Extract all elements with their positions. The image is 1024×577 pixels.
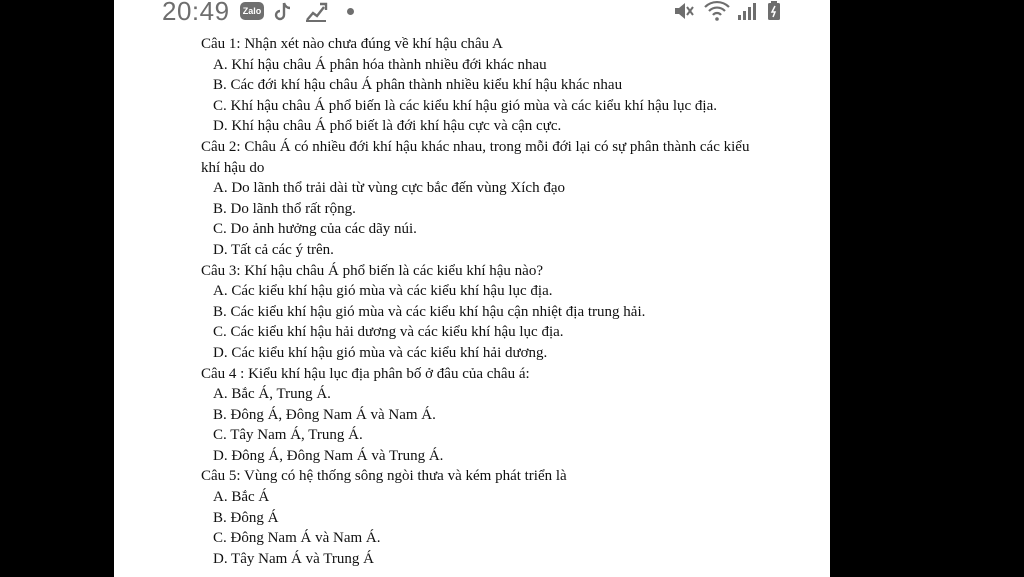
question-text: Câu 3: Khí hậu châu Á phổ biến là các kiểu khí hậu nào?: [201, 262, 543, 279]
question-text: Câu 1: Nhận xét nào chưa đúng về khí hậu châu A: [201, 36, 503, 52]
answer-option: C. Tây Nam Á, Trung Á.: [213, 427, 363, 444]
signal-icon: [736, 0, 758, 22]
question-block: [114, 137, 830, 261]
mute-icon: [672, 0, 696, 22]
question-text: Câu 5: Vùng có hệ thống sông ngòi thưa và kém phát triển là: [201, 468, 567, 485]
question-block: [114, 34, 830, 137]
answer-option: B. Đông Á, Đông Nam Á và Nam Á.: [213, 406, 436, 423]
answer-option: A. Các kiểu khí hậu gió mùa và các kiểu khí hậu lục địa.: [213, 283, 553, 300]
tiktok-icon: [273, 1, 293, 23]
answer-option: D. Tất cả các ý trên.: [213, 241, 334, 258]
answer-option: D. Khí hậu châu Á phổ biết là đới khí hậu cực và cận cực.: [213, 118, 562, 135]
answer-option: D. Các kiểu khí hậu gió mùa và các kiểu khí hải dương.: [213, 344, 548, 361]
message-plus-icon: [304, 1, 328, 23]
answer-option: B. Do lãnh thổ rất rộng.: [213, 200, 356, 217]
answer-option: A. Bắc Á, Trung Á.: [213, 386, 331, 403]
zalo-icon: Zalo: [240, 2, 264, 20]
status-clock: 20:49: [162, 0, 230, 26]
question-text: Câu 4 : Kiểu khí hậu lục địa phân bố ở đâu của châu á:: [201, 365, 530, 382]
quiz-content: [114, 34, 830, 569]
answer-option: C. Do ảnh hưởng của các dãy núi.: [213, 221, 417, 238]
status-bar: [114, 0, 830, 30]
question-block: [114, 466, 830, 569]
question-block: [114, 364, 830, 467]
dot-icon: [347, 8, 354, 15]
answer-option: B. Đông Á: [213, 509, 279, 526]
answer-option: C. Đông Nam Á và Nam Á.: [213, 530, 381, 547]
document-page: [114, 0, 830, 577]
answer-option: D. Đông Á, Đông Nam Á và Trung Á.: [213, 447, 444, 464]
answer-option: A. Do lãnh thổ trải dài từ vùng cực bắc đến vùng Xích đạo: [213, 180, 566, 197]
answer-option: C. Khí hậu châu Á phổ biến là các kiểu khí hậu gió mùa và các kiểu khí hậu lục địa.: [213, 97, 718, 114]
answer-option: D. Tây Nam Á và Trung Á: [213, 550, 374, 567]
question-text: Câu 2: Châu Á có nhiều đới khí hậu khác nhau, trong mỗi đới lại có sự phân thành các kiểu khí hậu do: [201, 138, 750, 176]
wifi-icon: [703, 0, 731, 22]
battery-icon: [766, 0, 782, 22]
question-block: [114, 261, 830, 364]
answer-option: A. Khí hậu châu Á phân hóa thành nhiều đới khác nhau: [213, 56, 547, 73]
answer-option: C. Các kiểu khí hậu hải dương và các kiểu khí hậu lục địa.: [213, 324, 564, 341]
answer-option: B. Các đới khí hậu châu Á phân thành nhiều kiểu khí hậu khác nhau: [213, 77, 623, 94]
answer-option: A. Bắc Á: [213, 489, 270, 506]
answer-option: B. Các kiểu khí hậu gió mùa và các kiểu khí hậu cận nhiệt địa trung hải.: [213, 303, 646, 320]
